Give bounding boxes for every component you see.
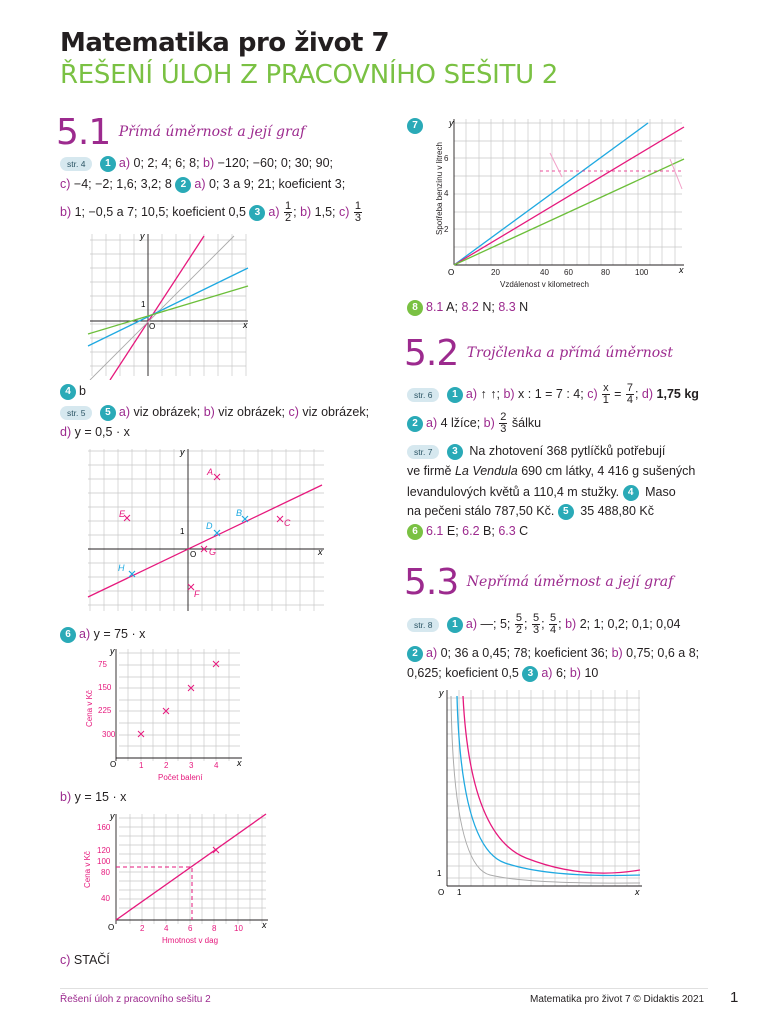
- x-label: x: [318, 547, 323, 557]
- x-label: x: [262, 920, 267, 930]
- label: b): [60, 204, 72, 219]
- section-5-1-heading: [56, 112, 305, 153]
- section-number: 5.2: [404, 333, 459, 374]
- origin-label: O: [108, 923, 115, 932]
- x-label: x: [243, 320, 248, 330]
- x-tick: 3: [189, 761, 194, 770]
- page-title: Matematika pro život 7: [60, 28, 390, 58]
- y-tick: 80: [101, 868, 110, 877]
- label: 8.1: [426, 300, 444, 314]
- answer-line: [407, 643, 699, 664]
- y-tick: 6: [444, 154, 449, 163]
- answer: −4; −2; 1,6; 3,2; 8: [70, 177, 176, 191]
- x-label: x: [679, 265, 684, 275]
- x-axis-title: Hmotnost v dag: [162, 936, 219, 945]
- page-ref: str. 5: [60, 406, 92, 420]
- origin-label: O: [110, 760, 117, 769]
- footer-right: Matematika pro život 7 © Didaktis 2021: [530, 994, 705, 1005]
- fraction: $\frac{1}{2}$: [284, 200, 292, 224]
- point-label-h: H: [118, 563, 125, 573]
- answer: A;: [443, 300, 462, 314]
- x-tick: 8: [212, 924, 217, 933]
- label: a): [465, 616, 478, 631]
- task-badge: 5: [100, 405, 116, 421]
- label: c): [288, 405, 299, 419]
- answer-line: [407, 482, 676, 503]
- y-tick: 100: [97, 857, 111, 866]
- footer-divider: [60, 988, 708, 989]
- answer: 4 lžíce;: [437, 415, 484, 430]
- y-label: y: [180, 447, 185, 457]
- label: b): [203, 405, 215, 419]
- data-points: [138, 661, 219, 737]
- task-badge: 1: [447, 387, 463, 403]
- section-title: Trojčlenka a přímá úměrnost: [466, 345, 673, 361]
- y-tick: 2: [444, 225, 449, 234]
- page-subtitle: ŘEŠENÍ ÚLOH Z PRACOVNÍHO SEŠITU 2: [60, 60, 559, 90]
- answer-line: [407, 663, 598, 684]
- answer-line: [60, 402, 369, 423]
- answer-line: [60, 422, 130, 443]
- point-label-a: A: [207, 467, 214, 477]
- section-number: 5.3: [404, 562, 459, 603]
- page-ref: str. 8: [407, 618, 439, 632]
- label: b): [203, 156, 215, 170]
- label: c): [60, 177, 71, 191]
- answer: 6;: [552, 666, 570, 680]
- task-badge: 8: [407, 300, 423, 316]
- fraction: $\frac{5}{3}$: [532, 612, 540, 636]
- y-label: y: [110, 646, 115, 656]
- answer-line: [60, 153, 333, 174]
- answer-line: str. 8 1 a) —; 5; $\frac{5}{2}$ ; $\frac{5}{3}$ ; $\frac{5}{4}$ ; b) 2; 1; 0,2; 0,1; 0,04: [407, 613, 680, 636]
- label: a): [426, 646, 438, 660]
- task-badge: 1: [447, 617, 463, 633]
- fraction: $\frac{2}{3}$: [500, 411, 507, 435]
- points-off-line: [124, 474, 283, 590]
- point-label-f: F: [194, 589, 200, 599]
- x-unit-label: 1: [457, 888, 462, 897]
- curve-gray: [451, 696, 640, 883]
- answer: y = 75 · x: [90, 627, 146, 641]
- label: c): [60, 953, 71, 967]
- answer-line: [407, 461, 695, 482]
- fraction: $\frac{x}{1}$: [602, 382, 609, 406]
- y-label: y: [439, 688, 444, 698]
- label: b): [565, 616, 577, 631]
- label: b): [483, 415, 495, 430]
- page-ref: str. 7: [407, 445, 439, 459]
- y-label: y: [449, 118, 454, 128]
- graph-inverse-proportion: [430, 686, 645, 898]
- label: b): [300, 204, 312, 219]
- answer-line: [60, 174, 345, 195]
- origin-label: O: [190, 550, 197, 559]
- task-badge: 7: [407, 118, 423, 134]
- answer: 1,5;: [311, 204, 339, 219]
- answer: 1; −0,5 a 7; 10,5; koeficient 0,5: [71, 204, 250, 219]
- x-tick: 1: [139, 761, 144, 770]
- label: b): [611, 646, 623, 660]
- curve-magenta: [463, 696, 640, 873]
- label: a): [194, 177, 206, 191]
- fraction: $\frac{5}{4}$: [550, 612, 557, 636]
- y-tick: 75: [98, 660, 107, 669]
- x-tick: 6: [188, 924, 193, 933]
- equals: =: [610, 386, 625, 401]
- answer-line: [407, 521, 528, 542]
- answer-line: [60, 950, 110, 971]
- unit-label: 1: [141, 300, 146, 309]
- company-name: La Vendula: [454, 464, 518, 478]
- point-label-e: E: [119, 509, 126, 519]
- point-label-g: G: [209, 547, 217, 557]
- section-number: 5.1: [56, 112, 111, 153]
- line-magenta: [454, 127, 684, 265]
- answer-line: [407, 383, 699, 406]
- answer: B;: [479, 524, 499, 538]
- task-badge: 4: [60, 384, 76, 400]
- answer: 1,75 kg: [653, 386, 699, 401]
- answer-line: [60, 787, 126, 808]
- answer: ve firmě: [407, 464, 455, 478]
- x-tick: 20: [491, 268, 500, 277]
- answer: na pečeni stálo 787,50 Kč.: [407, 504, 558, 518]
- answer: levandulových květů a 110,4 m stužky.: [407, 485, 623, 499]
- x-axis-title: Počet balení: [158, 773, 203, 782]
- page-ref: str. 6: [407, 388, 439, 402]
- answer: 2; 1; 0,2; 0,1; 0,04: [576, 616, 681, 631]
- answer: viz obrázek;: [130, 405, 204, 419]
- x-label: x: [635, 887, 640, 897]
- task-badge: 1: [100, 156, 116, 172]
- task-badge: 5: [558, 504, 574, 520]
- task-badge: 3: [249, 205, 265, 221]
- point-label-d: D: [206, 521, 213, 531]
- label: b): [60, 790, 72, 804]
- task-badge: 6: [407, 524, 423, 540]
- x-tick: 40: [540, 268, 549, 277]
- y-tick: 225: [98, 706, 112, 715]
- task-badge: 2: [407, 416, 423, 432]
- answer: Maso: [641, 485, 676, 499]
- x-tick: 100: [635, 268, 649, 277]
- answer-line: [60, 201, 363, 224]
- label: b): [569, 666, 581, 680]
- fraction: $\frac{1}{3}$: [354, 200, 362, 224]
- y-label: y: [110, 811, 115, 821]
- point-label-b: B: [236, 508, 243, 518]
- section-5-3-heading: [404, 562, 673, 603]
- y-axis-title: Cena v Kč: [83, 851, 92, 888]
- answer-line: [407, 441, 665, 462]
- line-y-0-5x: [88, 485, 322, 597]
- section-title: Nepřímá úměrnost a její graf: [466, 574, 674, 590]
- task-badge: 3: [447, 444, 463, 460]
- answer: 0; 3 a 9; 21; koeficient 3;: [205, 177, 346, 191]
- x-tick: 4: [214, 761, 219, 770]
- label: d): [60, 425, 72, 439]
- x-tick: 2: [164, 761, 169, 770]
- graph-price-by-weight: [70, 810, 275, 950]
- label: 8.2: [461, 300, 479, 314]
- task-badge: 3: [522, 666, 538, 682]
- answer: 0; 36 a 0,45; 78; koeficient 36;: [437, 646, 612, 660]
- origin-label: O: [438, 888, 445, 897]
- line-blue: [88, 268, 248, 346]
- answer: 35 488,80 Kč: [576, 504, 654, 518]
- y-tick: 300: [102, 730, 116, 739]
- task-badge: 4: [623, 485, 639, 501]
- x-tick: 2: [140, 924, 145, 933]
- origin-label: O: [448, 268, 455, 277]
- unit-label: 1: [180, 527, 185, 536]
- origin-label: O: [149, 322, 156, 331]
- separator: ;: [293, 204, 301, 219]
- answer: viz obrázek;: [298, 405, 370, 419]
- answer: STAČÍ: [70, 953, 110, 967]
- answer: C: [515, 524, 529, 538]
- y-tick: 150: [98, 683, 112, 692]
- answer-line: [60, 624, 145, 645]
- answer: −120; −60; 0; 30; 90;: [214, 156, 333, 170]
- label: a): [465, 386, 478, 401]
- answer-line: [407, 412, 541, 435]
- answer: b: [79, 384, 86, 398]
- answer: y = 0,5 · x: [71, 425, 130, 439]
- label: d): [641, 386, 654, 401]
- answer: 10: [580, 666, 599, 680]
- graph-price-per-pack: [70, 645, 260, 785]
- graph-direct-proportion-lines: [86, 230, 256, 380]
- y-tick: 160: [97, 823, 111, 832]
- y-label: y: [140, 231, 145, 241]
- label: a): [118, 156, 131, 170]
- answer-line: [60, 381, 86, 402]
- x-tick: 4: [164, 924, 169, 933]
- label: a): [79, 627, 91, 641]
- y-tick: 4: [444, 189, 449, 198]
- x-tick: 10: [234, 924, 243, 933]
- section-title: Přímá úměrnost a její graf: [118, 124, 306, 140]
- label: a): [541, 666, 553, 680]
- y-tick: 120: [97, 846, 111, 855]
- label: b): [503, 386, 515, 401]
- answer: x : 1 = 7 : 4;: [514, 386, 588, 401]
- label: a): [118, 405, 131, 419]
- y-tick: 40: [101, 894, 110, 903]
- label: c): [338, 204, 350, 219]
- answer: N;: [478, 300, 499, 314]
- fraction: $\frac{7}{4}$: [626, 382, 633, 406]
- answer: Na zhotovení 368 pytlíčků potřebují: [465, 444, 666, 458]
- separator: ;: [634, 386, 642, 401]
- task-badge: 6: [60, 627, 76, 643]
- curve-blue: [457, 696, 640, 876]
- label: 8.3: [498, 300, 516, 314]
- x-tick: 80: [601, 268, 610, 277]
- answer: 0; 2; 4; 6; 8;: [130, 156, 204, 170]
- answer: N: [515, 300, 529, 314]
- answer: 0,75; 0,6 a 8;: [622, 646, 700, 660]
- y-unit-label: 1: [437, 869, 442, 878]
- answer: —; 5;: [477, 616, 514, 631]
- answer: viz obrázek;: [214, 405, 289, 419]
- answer: y = 15 · x: [71, 790, 127, 804]
- task-badge: 2: [407, 646, 423, 662]
- label: 6.3: [498, 524, 516, 538]
- graph-points: [84, 445, 329, 615]
- label: a): [268, 204, 280, 219]
- answer-line: [407, 297, 528, 318]
- section-5-2-heading: [404, 333, 673, 374]
- answer: 0,625; koeficient 0,5: [407, 666, 523, 680]
- x-axis-title: Vzdálenost v kilometrech: [500, 280, 589, 289]
- page-ref: str. 4: [60, 157, 92, 171]
- answer: 690 cm látky, 4 416 g sušených: [517, 464, 696, 478]
- answer-line: [407, 501, 654, 522]
- point-label-c: C: [284, 518, 291, 528]
- label: 6.2: [462, 524, 480, 538]
- y-axis-title: Cena v Kč: [85, 690, 94, 727]
- task-badge: 2: [175, 177, 191, 193]
- label: a): [426, 415, 438, 430]
- y-axis-title: Spotřeba benzínu v litrech: [435, 142, 444, 235]
- x-tick: 60: [564, 268, 573, 277]
- page-number: 1: [730, 989, 739, 1006]
- answer: ↑ ↑;: [477, 386, 504, 401]
- graph-fuel-consumption: [430, 115, 692, 293]
- label: 6.1: [426, 524, 444, 538]
- label: c): [587, 386, 598, 401]
- answer: E;: [443, 524, 463, 538]
- fraction: $\frac{5}{2}$: [515, 612, 522, 636]
- x-label: x: [237, 758, 242, 768]
- footer-left: Řešení úloh z pracovního sešitu 2: [60, 994, 211, 1005]
- answer: šálku: [508, 415, 542, 430]
